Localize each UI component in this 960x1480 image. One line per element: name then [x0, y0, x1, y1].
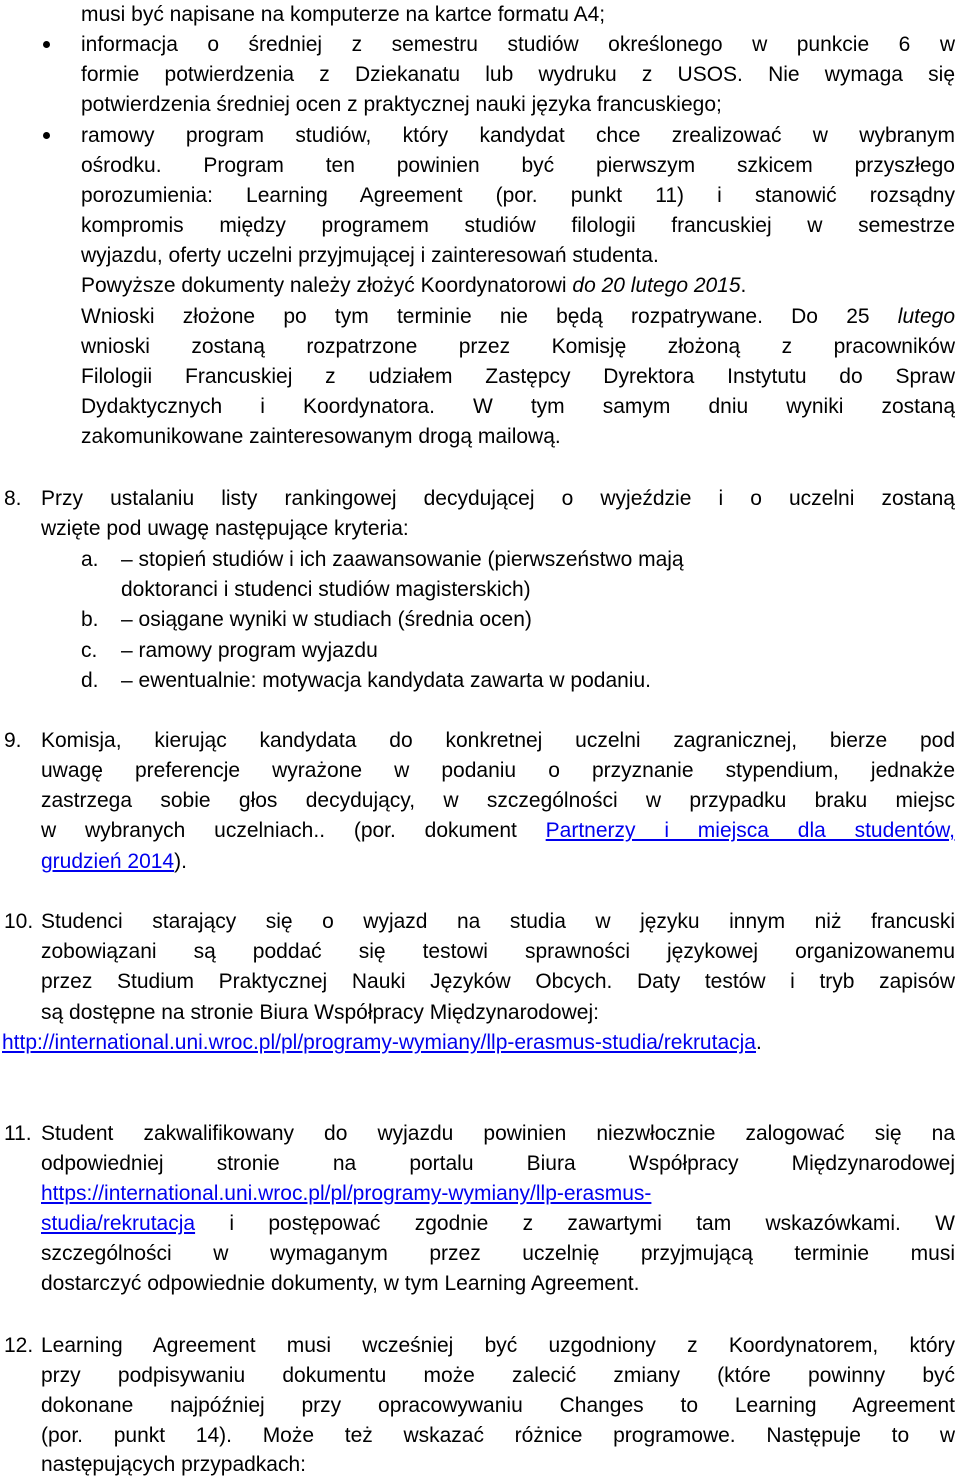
bullet-program-line-1: ramowy program studiów, który kandydat chce zrealizować w wybranym — [81, 124, 955, 147]
criteria-item: – osiągane wyniki w studiach (średnia ocen) — [121, 608, 532, 631]
criteria-item-continuation: doktoranci i studenci studiów magisterskich) — [121, 578, 531, 601]
item-11-number: 11. — [4, 1122, 32, 1145]
criteria-item: – stopień studiów i ich zaawansowanie (pierwszeństwo mają — [121, 548, 684, 571]
item-9-line-3: zastrzega sobie głos decydujący, w szczególności w przypadku braku miejsc — [41, 789, 955, 812]
deadline-line-3: wnioski zostaną rozpatrzone przez Komisję złożoną z pracowników — [81, 335, 955, 358]
deadline-line-5: Dydaktycznych i Koordynatora. W tym samym dniu wyniki zostaną — [81, 395, 955, 418]
deadline-line-6: zakomunikowane zainteresowanym drogą mailową. — [81, 425, 561, 448]
item-11-line-5: szczególności w wymaganym przez uczelnię przyjmującą terminie musi — [41, 1242, 955, 1265]
bullet-average-line-3: potwierdzenia średniej ocen z praktycznej nauki języka francuskiego; — [81, 93, 722, 116]
item-12-line-4: (por. punkt 14). Może też wskazać różnice programowe. Następuje to w — [41, 1424, 955, 1447]
bullet-dot-icon — [43, 132, 50, 139]
bullet-program-line-5: wyjazdu, oferty uczelni przyjmującej i zainteresowań studenta. — [81, 244, 659, 267]
item-9-line-1: Komisja, kierując kandydata do konkretnej uczelni zagranicznej, bierze pod — [41, 729, 955, 752]
item-10-line-3: przez Studium Praktycznej Nauki Języków Obcych. Daty testów i tryb zapisów — [41, 970, 955, 993]
bullet-program-line-4: kompromis między programem studiów filologii francuskiej w semestrze — [81, 214, 955, 237]
criteria-letter: d. — [81, 669, 99, 692]
item-12-line-1: Learning Agreement musi wcześniej być uzgodniony z Koordynatorem, który — [41, 1334, 955, 1357]
item-9-line-4: w wybranych uczelniach.. (por. dokument Partnerzy i miejsca dla studentów, — [41, 819, 955, 842]
item-12-line-2: przy podpisywaniu dokumentu może zalecić zmiany (które powinny być — [41, 1364, 955, 1387]
criteria-letter: b. — [81, 608, 99, 631]
portal-link-continuation[interactable]: studia/rekrutacja — [41, 1212, 196, 1235]
item-11-line-1: Student zakwalifikowany do wyjazdu powinien niezwłocznie zalogować się na — [41, 1122, 955, 1145]
bullet-average-line-2: formie potwierdzenia z Dziekanatu lub wydruku z USOS. Nie wymaga się — [81, 63, 955, 86]
partners-document-link[interactable]: Partnerzy i miejsca dla studentów, — [545, 819, 955, 842]
bullet-average-line-1: informacja o średniej z semestru studiów określonego w punkcie 6 w — [81, 33, 955, 56]
bullet-program-line-2: ośrodku. Program ten powinien być pierwszym szkicem przyszłego — [81, 154, 955, 177]
partners-document-link-date[interactable]: grudzień 2014 — [41, 850, 175, 873]
item-11-line-4: studia/rekrutacja i postępować zgodnie z zawartymi tam wskazówkami. W — [41, 1212, 955, 1235]
portal-link[interactable]: https://international.uni.wroc.pl/pl/programy-wymiany/llp-erasmus- — [41, 1182, 652, 1205]
criteria-letter: c. — [81, 639, 98, 662]
item-12-number: 12. — [4, 1334, 34, 1357]
item-8-line-2: wzięte pod uwagę następujące kryteria: — [41, 517, 409, 540]
item-9-line-2: uwagę preferencje wyrażone w podaniu o przyznanie stypendium, jednakże — [41, 759, 955, 782]
bullet-program-line-3: porozumienia: Learning Agreement (por. punkt 11) i stanowić rozsądny — [81, 184, 955, 207]
bullet-dot-icon — [43, 41, 50, 48]
item-12-line-3: dokonane najpóźniej przy opracowywaniu Changes to Learning Agreement — [41, 1394, 955, 1417]
item-10-number: 10. — [4, 910, 34, 933]
item-10-line-2: zobowiązani są poddać się testowi sprawności językowej organizowanemu — [41, 940, 955, 963]
item-10-line-4: są dostępne na stronie Biura Współpracy Międzynarodowej: — [41, 1001, 599, 1024]
item-11-line-2: odpowiedniej stronie na portalu Biura Współpracy Międzynarodowej — [41, 1152, 955, 1175]
criteria-item: – ramowy program wyjazdu — [121, 639, 378, 662]
item-11-line-6: dostarczyć odpowiednie dokumenty, w tym Learning Agreement. — [41, 1272, 640, 1295]
item-12-line-5: następujących przypadkach: — [41, 1453, 306, 1476]
deadline-line-1: Powyższe dokumenty należy złożyć Koordynatorowi do 20 lutego 2015. — [81, 274, 747, 297]
item-9-number: 9. — [4, 729, 22, 752]
deadline-line-4: Filologii Francuskiej z udziałem Zastępcy Dyrektora Instytutu do Spraw — [81, 365, 955, 388]
review-date: lutego — [897, 305, 955, 328]
item-8-line-1: Przy ustalaniu listy rankingowej decydującej o wyjeździe i o uczelni zostaną — [41, 487, 955, 510]
recruitment-link[interactable]: http://international.uni.wroc.pl/pl/programy-wymiany/llp-erasmus-studia/rekrutacja — [2, 1031, 756, 1054]
criteria-letter: a. — [81, 548, 99, 571]
item-10-line-1: Studenci starający się o wyjazd na studia w języku innym niż francuski — [41, 910, 955, 933]
item-10-link-line: http://international.uni.wroc.pl/pl/programy-wymiany/llp-erasmus-studia/rekrutacja. — [2, 1031, 762, 1054]
item-11-link-line — [41, 1179, 651, 1209]
item-8-number: 8. — [4, 487, 22, 510]
criteria-item: – ewentualnie: motywacja kandydata zawarta w podaniu. — [121, 669, 651, 692]
item-9-line-5: grudzień 2014). — [41, 850, 187, 873]
bullet-continuation-line: musi być napisane na komputerze na kartce formatu A4; — [81, 3, 606, 26]
deadline-line-2: Wnioski złożone po tym terminie nie będą rozpatrywane. Do 25 lutego — [81, 305, 955, 328]
deadline-date: do 20 lutego 2015 — [572, 274, 741, 297]
